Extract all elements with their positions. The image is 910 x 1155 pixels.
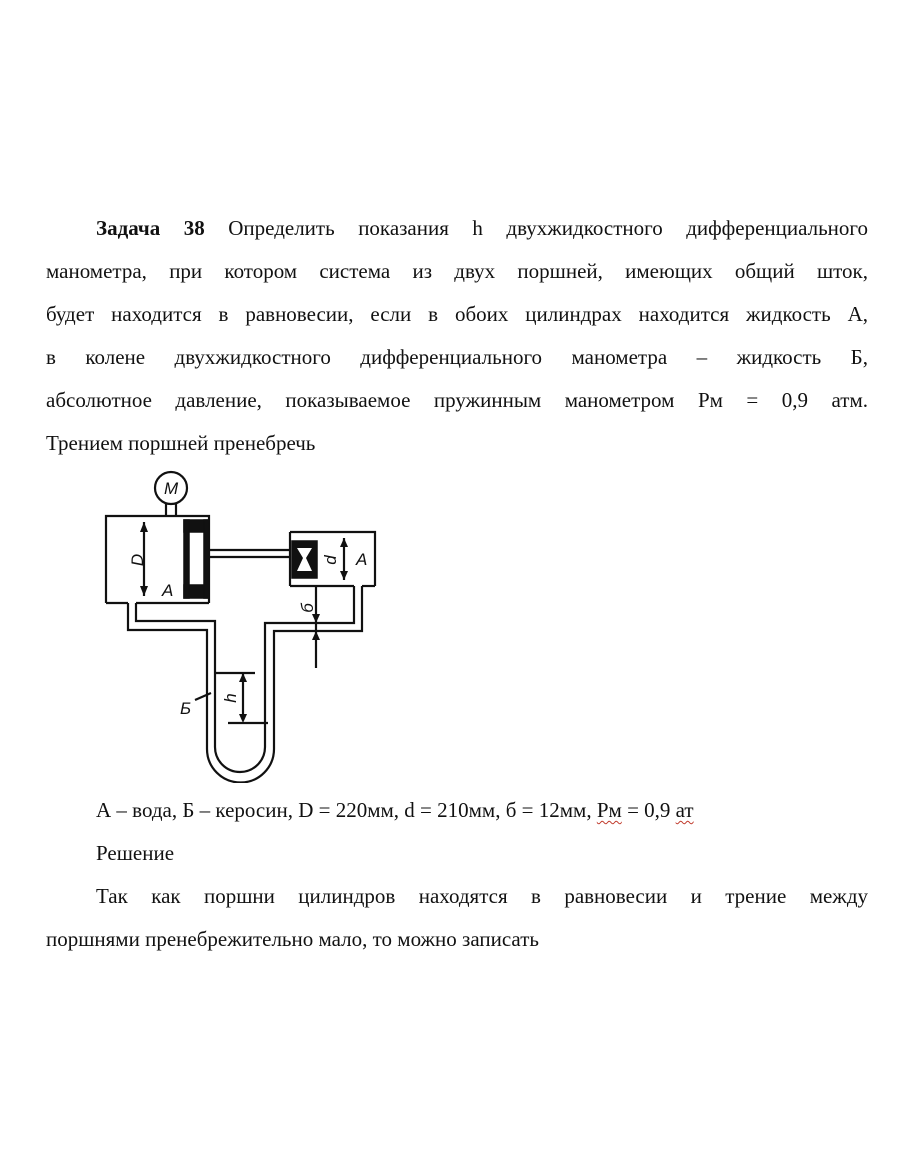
solution-line-2: поршнями пренебрежительно мало, то можно записать (46, 927, 539, 951)
task-paragraph (46, 207, 868, 465)
task-line-2: манометра, при котором система из двух поршней, имеющих общий шток, (46, 259, 868, 283)
task-line-5: абсолютное давление, показываемое пружинным манометром Pм = 0,9 атм. (46, 388, 868, 412)
apparatus-svg (100, 468, 380, 783)
big-piston (184, 520, 209, 598)
manometer-label: M (164, 479, 179, 498)
liquid-right-label: A (356, 550, 368, 569)
liquid-left-label: A (162, 581, 174, 600)
solution-line-1: Так как поршни цилиндров находятся в равновесии и трение между (96, 884, 868, 908)
left-pipe (128, 603, 207, 749)
liquid-b-label: Б (180, 699, 192, 718)
pm-symbol: Рм (596, 798, 622, 822)
given-paragraph (46, 789, 868, 961)
given-line: А – вода, Б – керосин, D = 220мм, d = 210мм, б = 12мм, Рм = 0,9 ат (96, 798, 694, 822)
solution-heading: Решение (96, 841, 175, 865)
big-diameter-label: D (128, 553, 147, 567)
task-label: Задача 38 (96, 216, 205, 240)
small-diameter-label: d (321, 555, 340, 565)
task-line-4: в колене двухжидкостного дифференциального манометра – жидкость Б, (46, 345, 868, 369)
unit-symbol: ат (675, 798, 694, 822)
task-line-3: будет находится в равновесии, если в обоих цилиндрах находится жидкость А, (46, 302, 868, 326)
task-line-1: Задача 38 Определить показания h двухжидкостного дифференциального (96, 216, 868, 240)
task-line-6: Трением поршней пренебречь (46, 431, 316, 455)
right-pipe (274, 586, 362, 749)
apparatus-diagram (100, 468, 380, 783)
gap-label: б (298, 603, 317, 613)
height-label: h (221, 693, 240, 703)
